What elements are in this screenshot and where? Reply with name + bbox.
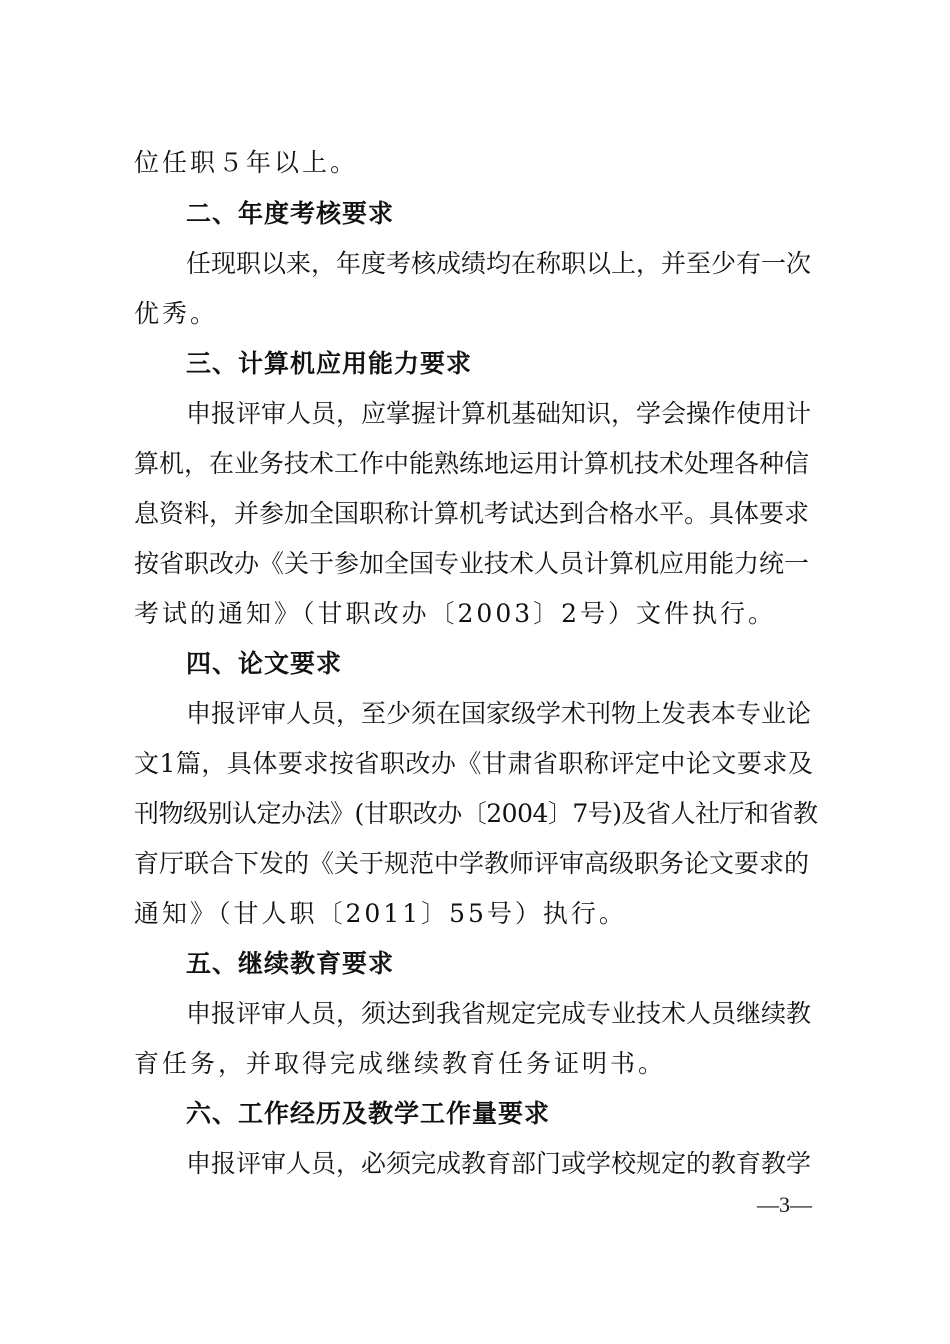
page-number: —3— (757, 1192, 812, 1217)
section-heading-work-experience: 六、工作经历及教学工作量要求 (186, 1099, 551, 1128)
section-heading-thesis: 四、论文要求 (186, 649, 343, 678)
paragraph-line: 按省职改办《关于参加全国专业技术人员计算机应用能力统一 (134, 549, 810, 578)
paragraph-line: 申报评审人员，须达到我省规定完成专业技术人员继续教 (186, 999, 812, 1028)
paragraph-line: 文1篇，具体要求按省职改办《甘肃省职称评定中论文要求及 (134, 749, 814, 778)
paragraph-line: 申报评审人员，至少须在国家级学术刊物上发表本专业论 (186, 699, 812, 728)
paragraph-line: 算机，在业务技术工作中能熟练地运用计算机技术处理各种信 (134, 449, 810, 478)
paragraph-line: 申报评审人员，必须完成教育部门或学校规定的教育教学 (186, 1149, 812, 1178)
paragraph-line: 考试的通知》（甘职改办〔2003〕2号）文件执行。 (134, 599, 777, 628)
paragraph-line: 息资料，并参加全国职称计算机考试达到合格水平。具体要求 (134, 499, 810, 528)
paragraph-line: 育厅联合下发的《关于规范中学教师评审高级职务论文要求的 (134, 849, 810, 878)
section-heading-computer-skills: 三、计算机应用能力要求 (186, 349, 473, 378)
paragraph-line: 位任职５年以上。 (134, 148, 359, 177)
paragraph-line: 优秀。 (134, 299, 219, 328)
paragraph-line: 任现职以来，年度考核成绩均在称职以上，并至少有一次 (186, 249, 812, 278)
section-heading-annual-assessment: 二、年度考核要求 (186, 199, 395, 228)
paragraph-line: 申报评审人员，应掌握计算机基础知识，学会操作使用计 (186, 399, 812, 428)
paragraph-line: 通知》（甘人职〔2011〕55号）执行。 (134, 899, 627, 928)
paragraph-line: 刊物级别认定办法》(甘职改办〔2004〕7号)及省人社厅和省教 (134, 799, 818, 828)
section-heading-continuing-education: 五、继续教育要求 (186, 949, 395, 978)
paragraph-line: 育任务，并取得完成继续教育任务证明书。 (134, 1049, 667, 1078)
